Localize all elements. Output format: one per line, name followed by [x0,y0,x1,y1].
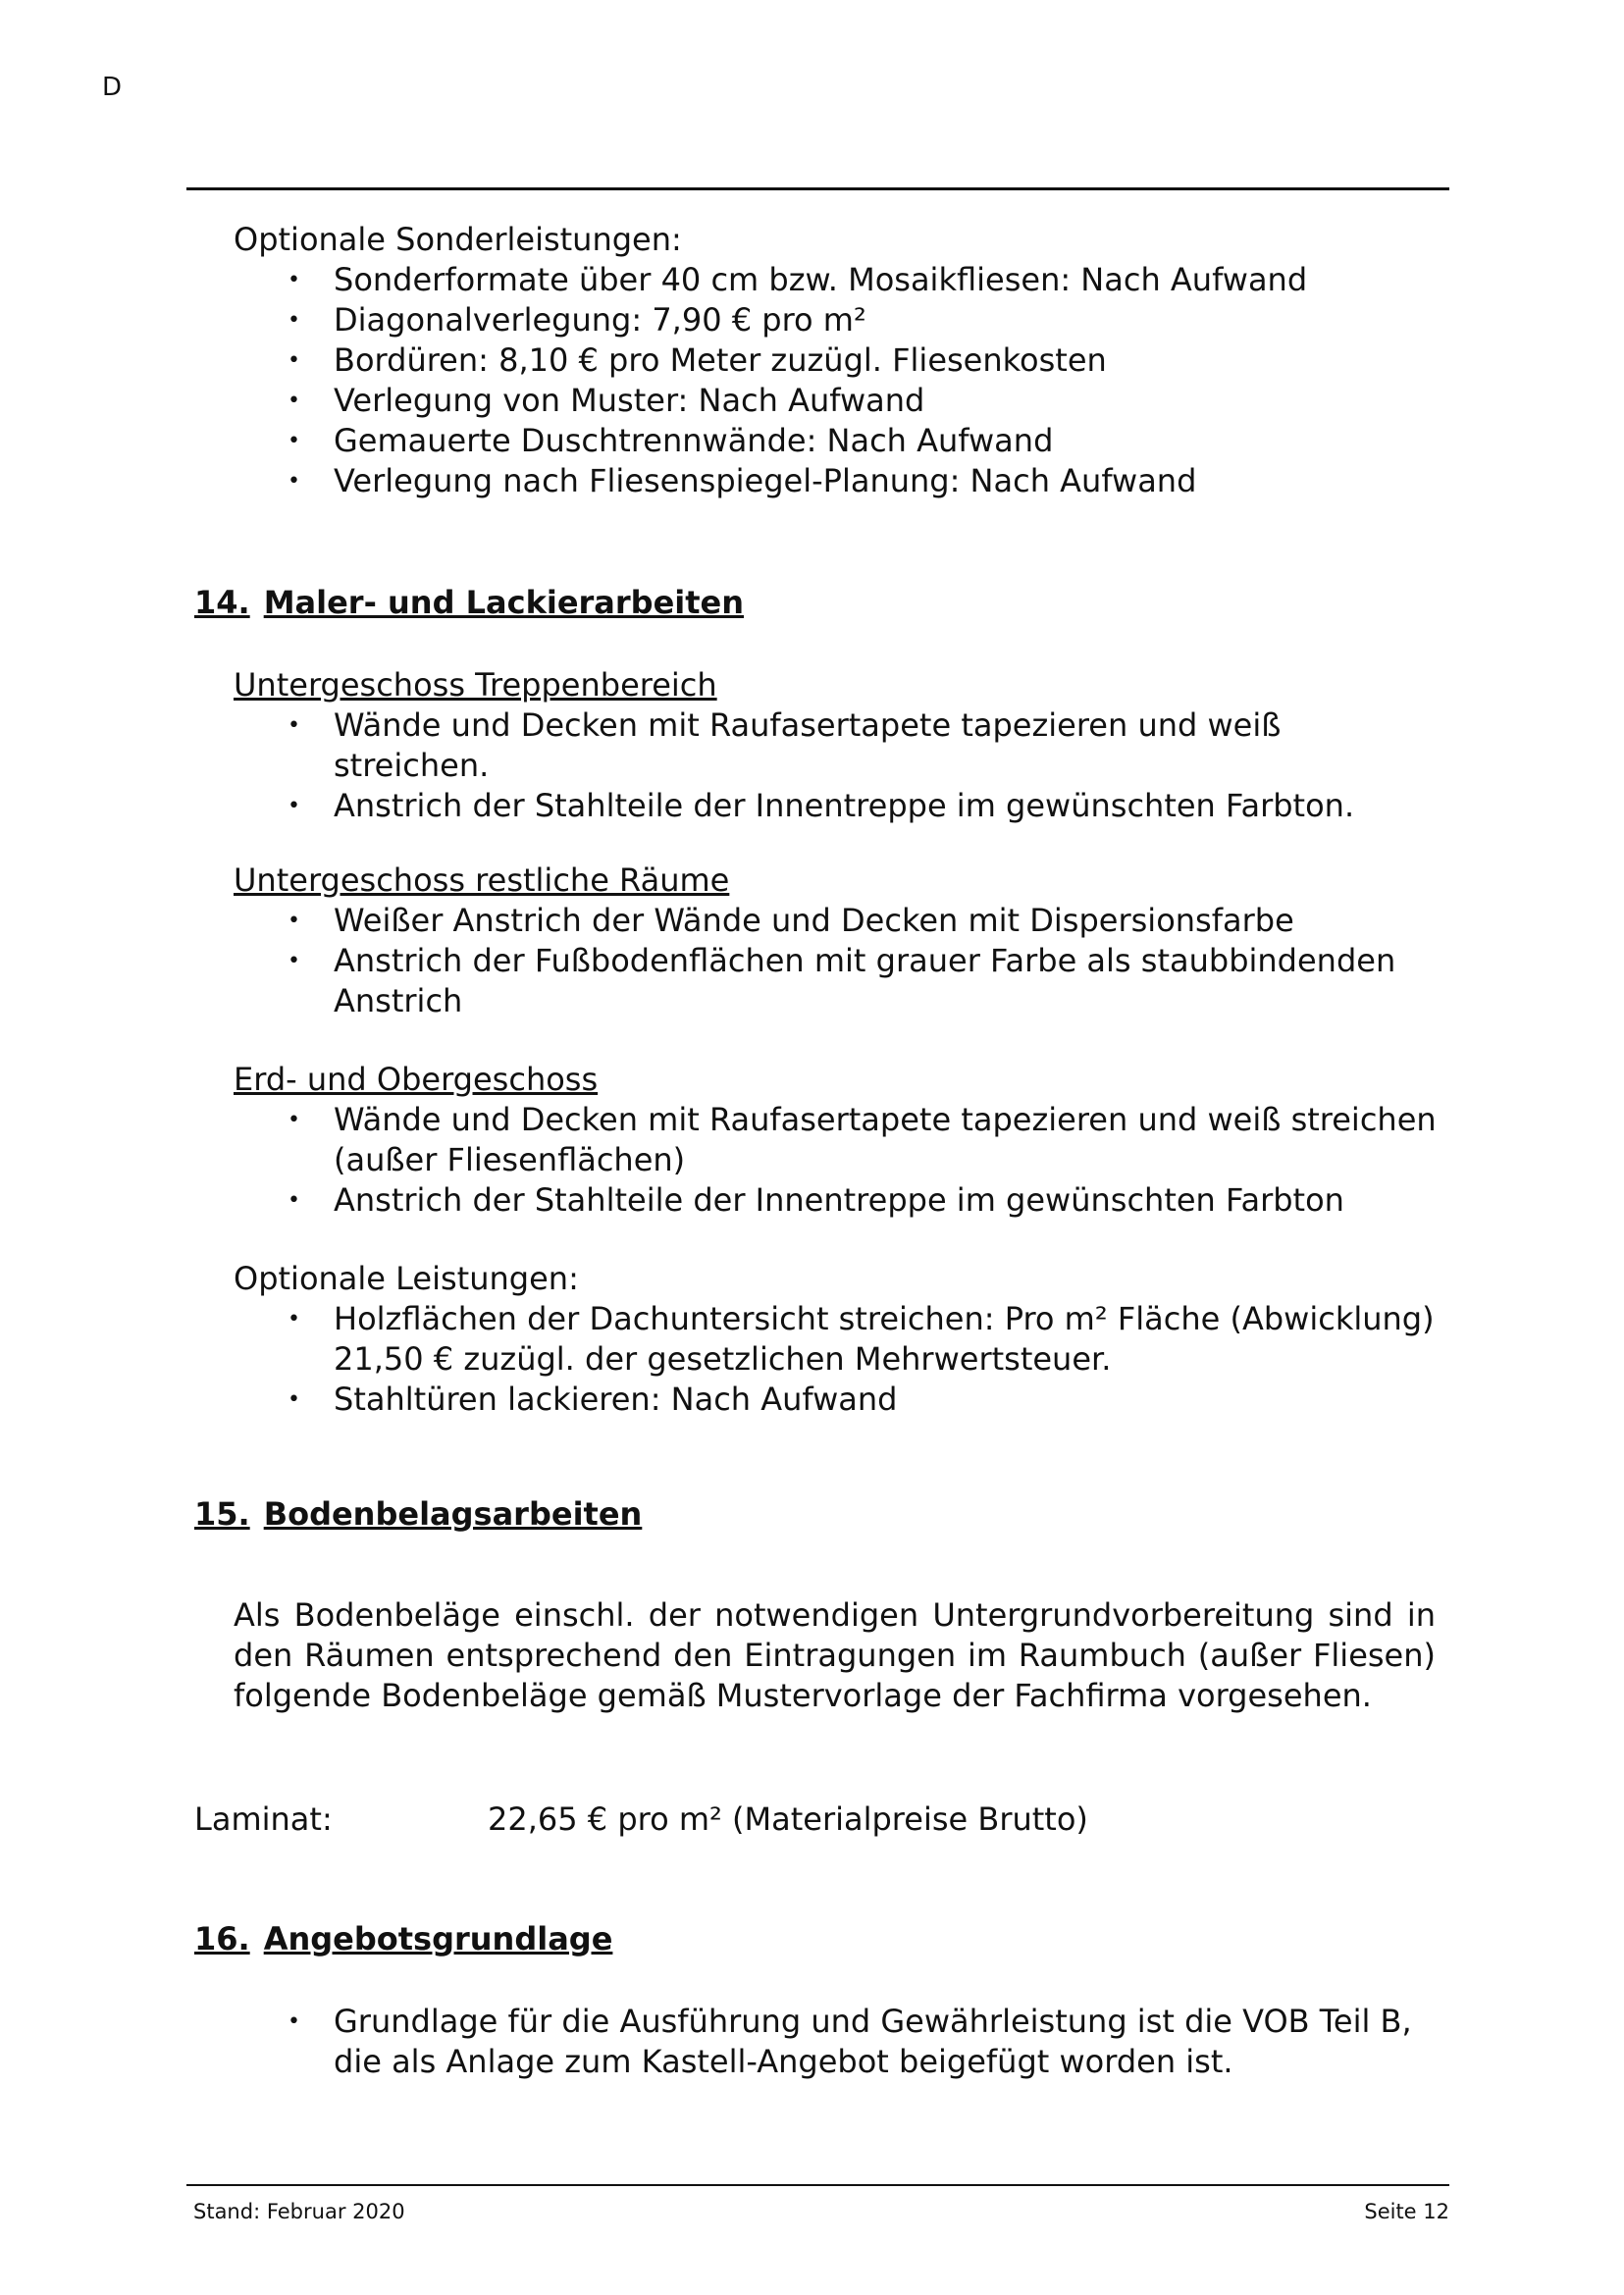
list-item: • Anstrich der Stahlteile der Innentreppe im gewünschten Farbton. [234,786,1441,826]
laminate-label: Laminat: [194,1800,333,1838]
subsection-heading: Untergeschoss restliche Räume [234,861,730,899]
section-16-heading [194,1919,612,1959]
section-15-heading [194,1494,642,1535]
footer-date: Stand: Februar 2020 [193,2200,405,2223]
list-item: • Gemauerte Duschtrennwände: Nach Aufwand [234,421,1441,461]
subsection-list [234,1100,1441,1221]
laminate-price: 22,65 € pro m² (Materialpreise Brutto) [488,1800,1088,1838]
list-item: • Holzflächen der Dachuntersicht streichen: Pro m² Fläche (Abwicklung) 21,50 € zuzügl. der gesetzlichen Mehrwertsteuer. [234,1299,1441,1380]
flooring-paragraph: Als Bodenbeläge einschl. der notwendigen Untergrundvorbereitung sind in den Räumen entsprechend den Eintragungen im Raumbuch (außer Fliesen) folgende Bodenbeläge gemäß Mustervorlage der Fachfirma vorgesehen. [234,1596,1436,1714]
section-title: Bodenbelagsarbeiten [263,1495,643,1533]
list-item: • Stahltüren lackieren: Nach Aufwand [234,1380,1441,1420]
page-number: Seite 12 [1364,2200,1449,2223]
list-item: • Wände und Decken mit Raufasertapete tapezieren und weiß streichen. [234,705,1441,786]
section-14-heading [194,583,744,623]
section-title: Maler- und Lackierarbeiten [263,584,745,621]
optional-special-services-label: Optionale Sonderleistungen: [234,221,682,258]
section-number: 16. [194,1920,250,1957]
list-item: • Bordüren: 8,10 € pro Meter zuzügl. Fliesenkosten [234,340,1441,381]
subsection-list [234,705,1441,826]
list-item: • Grundlage für die Ausführung und Gewährleistung ist die VOB Teil B, die als Anlage zum Kastell-Angebot beigefügt worden ist. [234,2002,1441,2082]
section-number: 14. [194,584,250,621]
list-item: • Weißer Anstrich der Wände und Decken mit Dispersionsfarbe [234,901,1441,941]
footer-rule [186,2184,1449,2186]
list-item: • Sonderformate über 40 cm bzw. Mosaikfliesen: Nach Aufwand [234,260,1441,300]
section-number: 15. [194,1495,250,1533]
list-item: • Anstrich der Stahlteile der Innentreppe im gewünschten Farbton [234,1180,1441,1221]
subsection-list [234,901,1441,1021]
list-item: • Diagonalverlegung: 7,90 € pro m² [234,300,1441,340]
optional-services-label: Optionale Leistungen: [234,1260,579,1297]
optional-special-services-list [234,260,1441,501]
optional-services-list [234,1299,1441,1420]
list-item: • Wände und Decken mit Raufasertapete tapezieren und weiß streichen (außer Fliesenflächen) [234,1100,1441,1180]
header-rule [186,187,1449,190]
section-title: Angebotsgrundlage [263,1920,613,1957]
list-item: • Verlegung von Muster: Nach Aufwand [234,381,1441,421]
offer-basis-list [234,2002,1441,2082]
list-item: • Anstrich der Fußbodenflächen mit grauer Farbe als staubbindenden Anstrich [234,941,1441,1021]
subsection-heading: Untergeschoss Treppenbereich [234,666,717,704]
list-item: • Verlegung nach Fliesenspiegel-Planung: Nach Aufwand [234,461,1441,501]
subsection-heading: Erd- und Obergeschoss [234,1061,599,1098]
page-letter: D [102,73,123,102]
